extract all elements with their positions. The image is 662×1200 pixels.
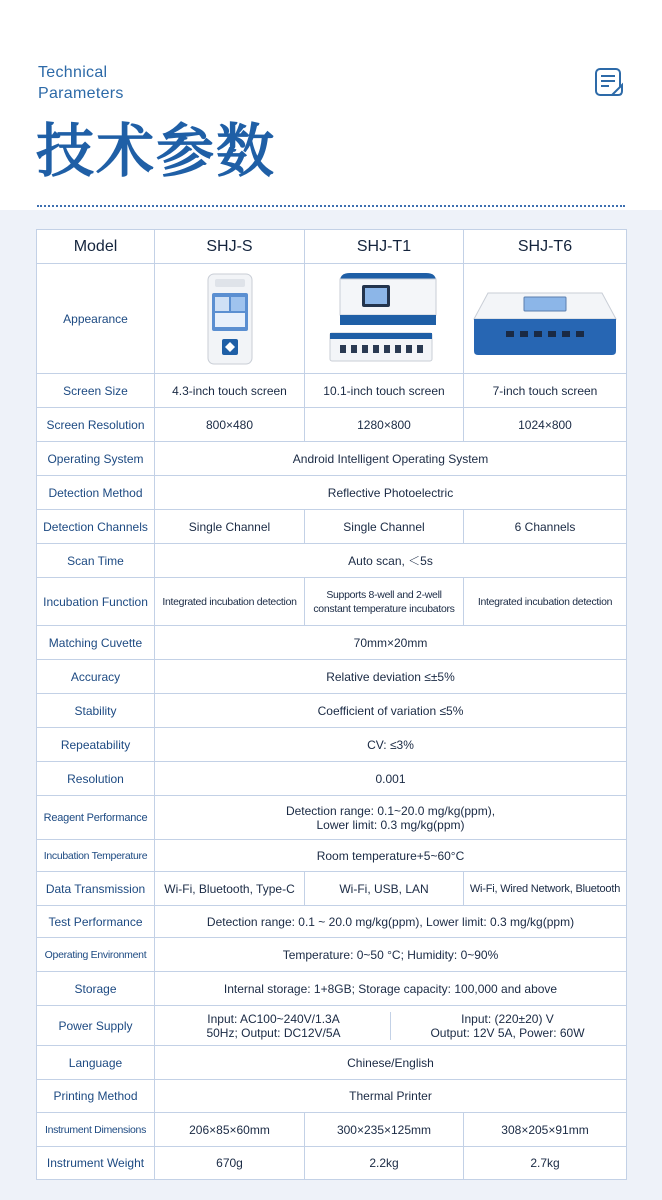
table-row [37,476,627,510]
table-row [37,694,627,728]
table-row [37,264,627,374]
table-cell: Internal storage: 1+8GB; Storage capacity: 100,000 and above [155,972,627,1006]
table-cell [305,578,464,626]
handheld-device-image [205,273,255,365]
table-cell: Integrated incubation detection [155,578,305,626]
row-label: Appearance [37,264,155,374]
row-label: Repeatability [37,728,155,762]
col-header-shj-t6: SHJ-T6 [464,230,627,264]
table-cell: 1280×800 [305,408,464,442]
row-label: Instrument Weight [37,1147,155,1180]
table-cell: 4.3-inch touch screen [155,374,305,408]
row-label: Power Supply [37,1006,155,1046]
page-subtitle-en [38,62,124,104]
table-row [37,408,627,442]
table-cell: 10.1-inch touch screen [305,374,464,408]
row-label: Instrument Dimensions [37,1113,155,1147]
table-cell: 800×480 [155,408,305,442]
table-cell: Room temperature+5~60°C [155,840,627,872]
col-header-shj-s: SHJ-S [155,230,305,264]
table-cell: 308×205×91mm [464,1113,627,1147]
table-cell: Single Channel [305,510,464,544]
cell-line: 50Hz; Output: DC12V/5A [206,1025,341,1040]
table-cell [155,796,627,840]
row-label: Test Performance [37,906,155,938]
subtitle-line-2: Parameters [38,85,124,102]
table-cell: 0.001 [155,762,627,796]
table-row [37,796,627,840]
six-channel-device-image [470,279,620,359]
cell-line: Supports 8-well and 2-well [326,588,442,601]
page-title: 技术参数 [36,117,277,185]
power-supply-left [157,1012,390,1040]
row-label: Detection Method [37,476,155,510]
table-cell: Reflective Photoelectric [155,476,627,510]
cell-line: constant temperature incubators [313,602,455,615]
table-cell: 70mm×20mm [155,626,627,660]
table-row [37,374,627,408]
table-cell: Android Intelligent Operating System [155,442,627,476]
table-row [37,1046,627,1080]
row-label: Printing Method [37,1080,155,1113]
table-cell: 2.7kg [464,1147,627,1180]
col-header-model: Model [37,230,155,264]
col-header-shj-t1: SHJ-T1 [305,230,464,264]
device-image-shj-s [155,264,305,374]
table-cell: 670g [155,1147,305,1180]
row-label: Matching Cuvette [37,626,155,660]
table-cell: Wi-Fi, USB, LAN [305,872,464,906]
row-label: Reagent Performance [37,796,155,840]
cell-line: Input: (220±20) V [461,1011,554,1026]
table-row [37,1147,627,1180]
table-row [37,762,627,796]
table-row [37,840,627,872]
table-row [37,578,627,626]
row-label: Screen Size [37,374,155,408]
row-label: Storage [37,972,155,1006]
table-cell: 206×85×60mm [155,1113,305,1147]
row-label: Detection Channels [37,510,155,544]
table-cell: Coefficient of variation ≤5% [155,694,627,728]
table-row [37,660,627,694]
row-label: Operating System [37,442,155,476]
row-label: Incubation Function [37,578,155,626]
row-label: Data Transmission [37,872,155,906]
row-label: Operating Environment [37,938,155,972]
table-cell: Auto scan, ＜5s [155,544,627,578]
table-row [37,626,627,660]
table-cell: 7-inch touch screen [464,374,627,408]
row-label: Resolution [37,762,155,796]
table-row [37,510,627,544]
table-row [37,1006,627,1046]
table-row [37,544,627,578]
table-row [37,938,627,972]
table-cell: 2.2kg [305,1147,464,1180]
table-cell: Wi-Fi, Bluetooth, Type-C [155,872,305,906]
table-cell: 1024×800 [464,408,627,442]
cell-line: Detection range: 0.1~20.0 mg/kg(ppm), [285,803,496,818]
device-image-shj-t6 [464,264,627,374]
table-row [37,906,627,938]
subtitle-line-1: Technical [38,64,108,81]
table-cell: 300×235×125mm [305,1113,464,1147]
table-cell: Temperature: 0~50 °C; Humidity: 0~90% [155,938,627,972]
table-row [37,442,627,476]
cell-line: Input: AC100~240V/1.3A [207,1011,340,1026]
table-row [37,1113,627,1147]
row-label: Scan Time [37,544,155,578]
table-header-row [37,230,627,264]
row-label: Stability [37,694,155,728]
cell-line: Output: 12V 5A, Power: 60W [430,1025,585,1040]
table-row [37,728,627,762]
power-supply-right [390,1012,624,1040]
table-row [37,872,627,906]
row-label: Language [37,1046,155,1080]
table-cell: Integrated incubation detection [464,578,627,626]
table-cell: CV: ≤3% [155,728,627,762]
table-cell: 6 Channels [464,510,627,544]
section-divider [37,205,625,207]
table-cell: Detection range: 0.1 ~ 20.0 mg/kg(ppm), Lower limit: 0.3 mg/kg(ppm) [155,906,627,938]
table-cell [155,1006,627,1046]
table-cell: Relative deviation ≤±5% [155,660,627,694]
table-cell: Single Channel [155,510,305,544]
cell-line: Lower limit: 0.3 mg/kg(ppm) [316,817,465,832]
table-cell: Chinese/English [155,1046,627,1080]
table-cell: Wi-Fi, Wired Network, Bluetooth [464,872,627,906]
document-list-icon [594,67,624,97]
row-label: Screen Resolution [37,408,155,442]
row-label: Accuracy [37,660,155,694]
row-label: Incubation Temperature [37,840,155,872]
table-cell: Thermal Printer [155,1080,627,1113]
spec-table [36,229,627,1180]
table-row [37,972,627,1006]
benchtop-device-image [320,271,448,367]
table-row [37,1080,627,1113]
device-image-shj-t1 [305,264,464,374]
